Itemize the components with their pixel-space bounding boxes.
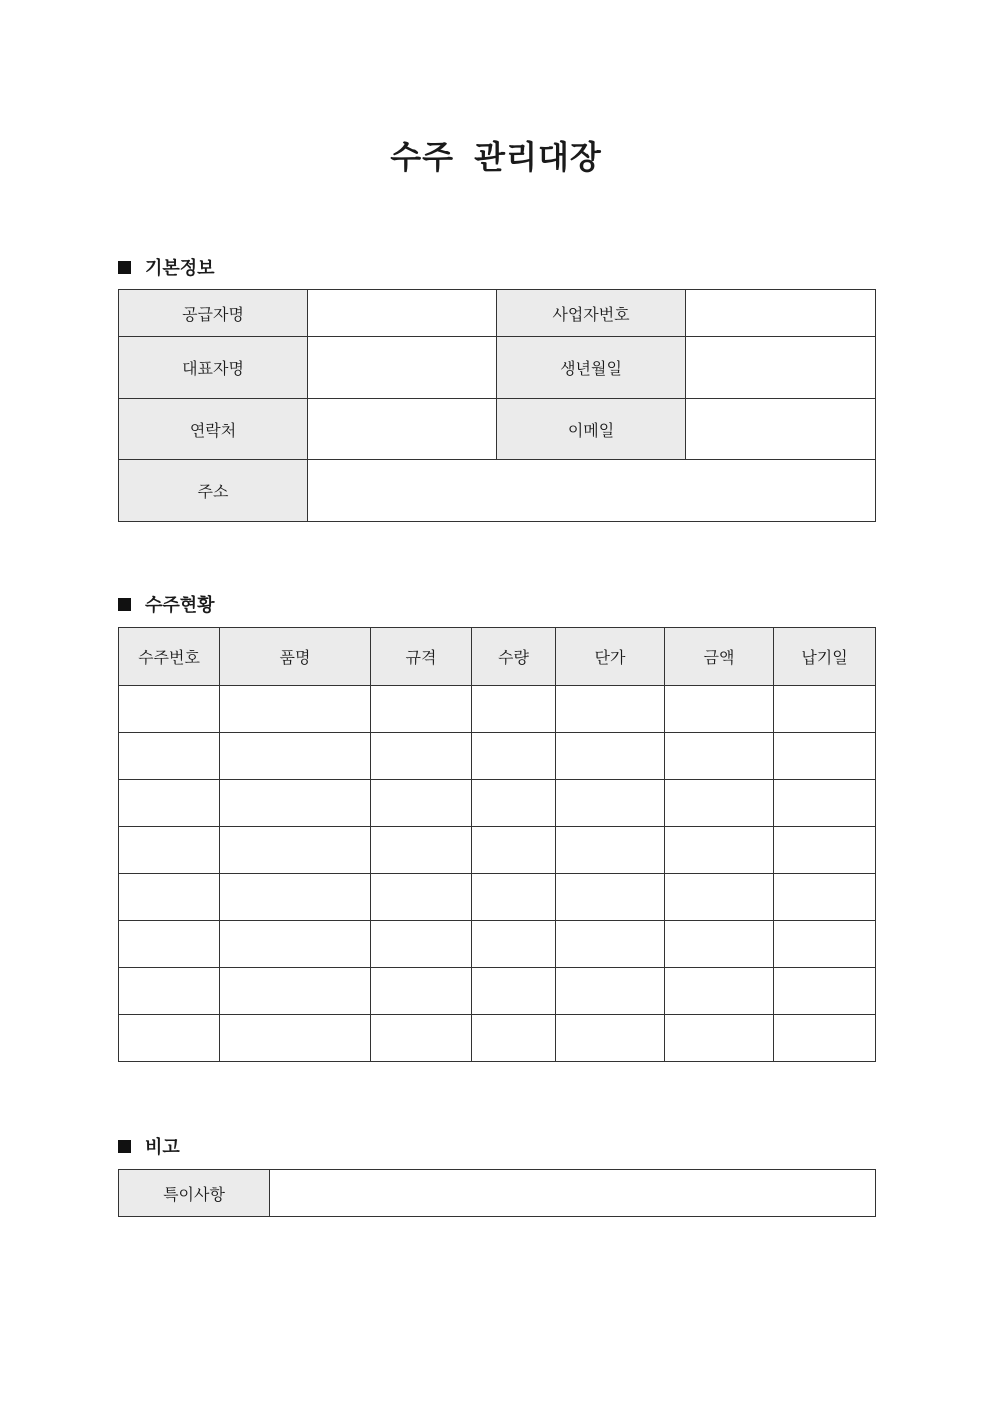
- spec-cell[interactable]: [371, 921, 472, 968]
- unit-price-cell[interactable]: [556, 827, 665, 874]
- item-name-cell[interactable]: [220, 1015, 371, 1062]
- table-row: [119, 780, 876, 827]
- unit-price-cell[interactable]: [556, 874, 665, 921]
- basic-info-table: [118, 289, 876, 522]
- order-number-cell[interactable]: [119, 780, 220, 827]
- item-name-cell[interactable]: [220, 733, 371, 780]
- column-header-due-date: 납기일: [774, 628, 876, 686]
- unit-price-cell[interactable]: [556, 733, 665, 780]
- section-heading-order-status: [118, 591, 215, 617]
- address-label: 주소: [119, 460, 308, 522]
- due-date-cell[interactable]: [774, 874, 876, 921]
- table-row: [119, 290, 876, 337]
- amount-cell[interactable]: [665, 1015, 774, 1062]
- spec-cell[interactable]: [371, 1015, 472, 1062]
- section-heading-remarks: [118, 1133, 180, 1159]
- table-row: [119, 1170, 876, 1217]
- due-date-cell[interactable]: [774, 780, 876, 827]
- table-row: [119, 921, 876, 968]
- table-row: [119, 827, 876, 874]
- email-field[interactable]: [686, 399, 876, 460]
- table-row: [119, 337, 876, 399]
- column-header-quantity: 수량: [472, 628, 556, 686]
- unit-price-cell[interactable]: [556, 686, 665, 733]
- amount-cell[interactable]: [665, 780, 774, 827]
- due-date-cell[interactable]: [774, 1015, 876, 1062]
- table-row: [119, 1015, 876, 1062]
- order-number-cell[interactable]: [119, 827, 220, 874]
- quantity-cell[interactable]: [472, 780, 556, 827]
- order-number-cell[interactable]: [119, 686, 220, 733]
- due-date-cell[interactable]: [774, 827, 876, 874]
- order-number-cell[interactable]: [119, 968, 220, 1015]
- quantity-cell[interactable]: [472, 827, 556, 874]
- item-name-cell[interactable]: [220, 686, 371, 733]
- column-header-spec: 규격: [371, 628, 472, 686]
- special-notes-field[interactable]: [270, 1170, 876, 1217]
- unit-price-cell[interactable]: [556, 968, 665, 1015]
- quantity-cell[interactable]: [472, 733, 556, 780]
- spec-cell[interactable]: [371, 874, 472, 921]
- square-bullet-icon: [118, 598, 131, 611]
- section-heading-text: 기본정보: [145, 258, 215, 279]
- quantity-cell[interactable]: [472, 921, 556, 968]
- table-header-row: [119, 628, 876, 686]
- item-name-cell[interactable]: [220, 968, 371, 1015]
- order-number-cell[interactable]: [119, 921, 220, 968]
- amount-cell[interactable]: [665, 921, 774, 968]
- table-row: [119, 686, 876, 733]
- table-row: [119, 968, 876, 1015]
- spec-cell[interactable]: [371, 733, 472, 780]
- order-number-cell[interactable]: [119, 874, 220, 921]
- order-rows: [119, 686, 876, 1062]
- column-header-item-name: 품명: [220, 628, 371, 686]
- due-date-cell[interactable]: [774, 686, 876, 733]
- unit-price-cell[interactable]: [556, 780, 665, 827]
- table-row: [119, 874, 876, 921]
- amount-cell[interactable]: [665, 874, 774, 921]
- item-name-cell[interactable]: [220, 921, 371, 968]
- order-number-cell[interactable]: [119, 1015, 220, 1062]
- section-heading-text: 수주현황: [145, 595, 215, 616]
- business-number-label: 사업자번호: [497, 290, 686, 337]
- business-number-field[interactable]: [686, 290, 876, 337]
- supplier-name-field[interactable]: [308, 290, 497, 337]
- special-notes-label: 특이사항: [119, 1170, 270, 1217]
- column-header-amount: 금액: [665, 628, 774, 686]
- column-header-order-number: 수주번호: [119, 628, 220, 686]
- contact-field[interactable]: [308, 399, 497, 460]
- email-label: 이메일: [497, 399, 686, 460]
- supplier-name-label: 공급자명: [119, 290, 308, 337]
- square-bullet-icon: [118, 261, 131, 274]
- section-heading-text: 비고: [145, 1137, 180, 1158]
- amount-cell[interactable]: [665, 968, 774, 1015]
- order-status-table: [118, 627, 876, 1062]
- amount-cell[interactable]: [665, 733, 774, 780]
- due-date-cell[interactable]: [774, 733, 876, 780]
- column-header-unit-price: 단가: [556, 628, 665, 686]
- remarks-table: [118, 1169, 876, 1217]
- due-date-cell[interactable]: [774, 921, 876, 968]
- item-name-cell[interactable]: [220, 874, 371, 921]
- item-name-cell[interactable]: [220, 780, 371, 827]
- section-heading-basic-info: [118, 254, 215, 280]
- order-number-cell[interactable]: [119, 733, 220, 780]
- quantity-cell[interactable]: [472, 874, 556, 921]
- table-row: [119, 733, 876, 780]
- address-field[interactable]: [308, 460, 876, 522]
- birth-date-label: 생년월일: [497, 337, 686, 399]
- quantity-cell[interactable]: [472, 686, 556, 733]
- page-title: 수주 관리대장: [390, 138, 602, 176]
- item-name-cell[interactable]: [220, 827, 371, 874]
- unit-price-cell[interactable]: [556, 921, 665, 968]
- due-date-cell[interactable]: [774, 968, 876, 1015]
- representative-label: 대표자명: [119, 337, 308, 399]
- birth-date-field[interactable]: [686, 337, 876, 399]
- amount-cell[interactable]: [665, 827, 774, 874]
- quantity-cell[interactable]: [472, 1015, 556, 1062]
- unit-price-cell[interactable]: [556, 1015, 665, 1062]
- quantity-cell[interactable]: [472, 968, 556, 1015]
- spec-cell[interactable]: [371, 686, 472, 733]
- contact-label: 연락처: [119, 399, 308, 460]
- amount-cell[interactable]: [665, 686, 774, 733]
- representative-field[interactable]: [308, 337, 497, 399]
- spec-cell[interactable]: [371, 968, 472, 1015]
- spec-cell[interactable]: [371, 780, 472, 827]
- table-row: [119, 460, 876, 522]
- spec-cell[interactable]: [371, 827, 472, 874]
- square-bullet-icon: [118, 1140, 131, 1153]
- table-row: [119, 399, 876, 460]
